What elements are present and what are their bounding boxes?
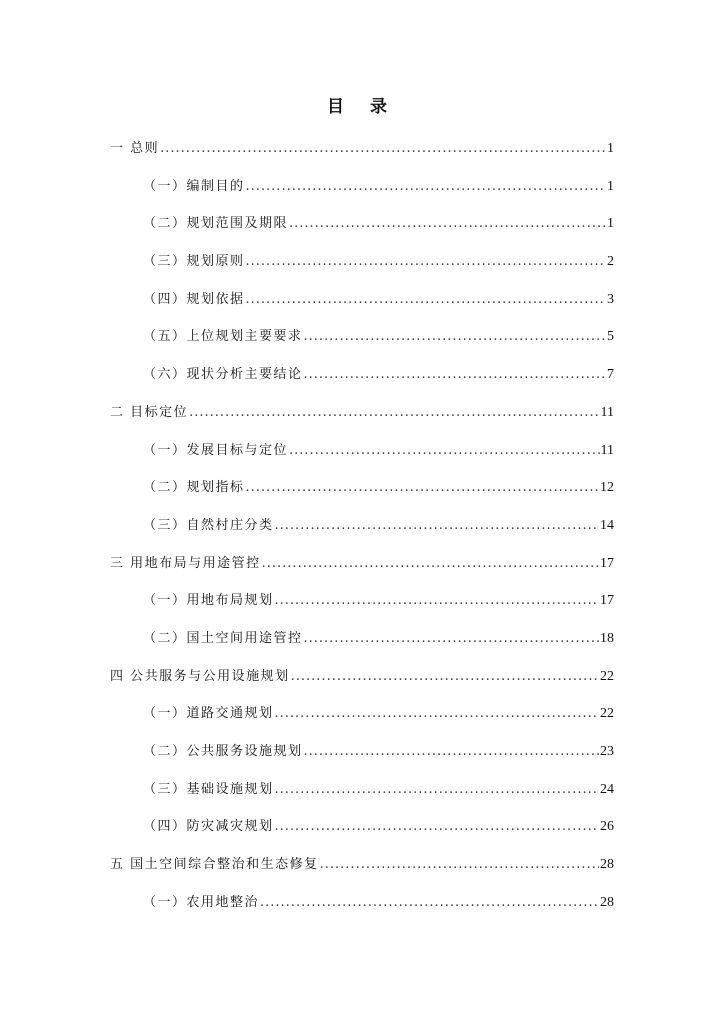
toc-dot-leader: [246, 243, 606, 281]
toc-page-number: 22: [600, 668, 614, 684]
toc-subsection-entry[interactable]: [110, 507, 614, 545]
toc-entry-label: 一 总则: [110, 141, 160, 156]
toc-entry-label: 五 国土空间综合整治和生态修复: [110, 857, 319, 873]
toc-dot-leader: [289, 205, 606, 243]
toc-subsection-entry[interactable]: [110, 582, 614, 620]
toc-entry-label: （二）公共服务设施规划: [143, 744, 303, 759]
toc-subsection-entry[interactable]: [110, 168, 614, 206]
toc-subsection-entry[interactable]: [110, 205, 614, 243]
toc-subsection-entry[interactable]: [110, 884, 614, 922]
toc-entry-label: （二）规划范围及期限: [143, 216, 289, 232]
toc-dot-leader: [260, 884, 599, 922]
toc-section-entry[interactable]: [110, 658, 614, 696]
toc-entry-label: （三）基础设施规划: [143, 781, 274, 797]
toc-title: 目 录: [327, 97, 397, 117]
toc-page-number: 5: [607, 329, 614, 345]
toc-dot-leader: [304, 356, 606, 394]
toc-page-number: 28: [600, 894, 614, 910]
toc-page-number: 2: [607, 254, 614, 270]
toc-subsection-entry[interactable]: [110, 620, 614, 658]
toc-dot-leader: [160, 130, 606, 168]
toc-page-number: 23: [600, 744, 614, 759]
toc-entry-label: （一）发展目标与定位: [143, 442, 289, 458]
toc-entry-label: （一）编制目的: [143, 178, 245, 194]
toc-page-number: 17: [600, 593, 614, 609]
toc-entry-label: 二 目标定位: [110, 404, 189, 420]
toc-section-entry[interactable]: [110, 846, 614, 884]
toc-entry-label: （五）上位规划主要要求: [143, 329, 303, 345]
toc-page-number: 11: [600, 404, 614, 420]
toc-entry-label: （一）用地布局规划: [143, 593, 274, 609]
toc-subsection-entry[interactable]: [110, 771, 614, 809]
toc-page-number: 7: [607, 367, 614, 383]
toc-subsection-entry[interactable]: [110, 281, 614, 319]
toc-entry-label: （六）现状分析主要结论: [143, 367, 303, 383]
toc-entry-label: （二）规划指标: [143, 480, 245, 496]
toc-dot-leader: [275, 771, 599, 809]
toc-entry-label: （四）防灾减灾规划: [143, 819, 274, 835]
toc-section-entry[interactable]: [110, 394, 614, 432]
toc-page-number: 1: [607, 216, 614, 232]
toc-dot-leader: [189, 394, 599, 432]
toc-dot-leader: [246, 281, 606, 319]
toc-dot-leader: [304, 733, 599, 771]
toc-subsection-entry[interactable]: [110, 469, 614, 507]
toc-dot-leader: [304, 620, 599, 658]
toc-subsection-entry[interactable]: [110, 356, 614, 394]
toc-dot-leader: [275, 808, 599, 846]
toc-entry-label: （一）道路交通规划: [143, 706, 274, 722]
toc-page-number: 1: [607, 178, 614, 194]
toc-page-number: 3: [607, 291, 614, 307]
toc-entry-label: 四 公共服务与公用设施规划: [110, 668, 290, 684]
toc-page-number: 14: [600, 517, 614, 533]
toc-dot-leader: [320, 846, 599, 884]
toc-dot-leader: [275, 507, 599, 545]
toc-dot-leader: [246, 168, 606, 206]
toc-subsection-entry[interactable]: [110, 432, 614, 470]
toc-subsection-entry[interactable]: [110, 808, 614, 846]
toc-dot-leader: [304, 318, 606, 356]
toc-page-number: 11: [600, 442, 614, 458]
toc-page-number: 17: [600, 555, 614, 571]
toc-page-number: 24: [600, 781, 614, 797]
toc-entry-label: （三）自然村庄分类: [143, 517, 274, 533]
toc-page-number: 22: [600, 706, 614, 722]
toc-dot-leader: [291, 658, 599, 696]
toc-entry-label: （三）规划原则: [143, 254, 245, 270]
toc-entry-label: （四）规划依据: [143, 291, 245, 307]
toc-dot-leader: [246, 469, 599, 507]
toc-page-number: 26: [600, 819, 614, 835]
toc-subsection-entry[interactable]: [110, 318, 614, 356]
toc-entry-label: 三 用地布局与用途管控: [110, 555, 261, 571]
toc-entry-label: （一）农用地整治: [143, 894, 260, 910]
toc-section-entry[interactable]: [110, 545, 614, 583]
toc-dot-leader: [275, 695, 599, 733]
toc-section-entry[interactable]: [110, 130, 614, 168]
toc-list: [110, 130, 614, 921]
toc-subsection-entry[interactable]: [110, 243, 614, 281]
toc-page-number: 28: [600, 857, 614, 873]
toc-page-number: 18: [600, 630, 614, 646]
toc-dot-leader: [262, 545, 599, 583]
toc-page-number: 12: [600, 480, 614, 496]
toc-dot-leader: [289, 432, 600, 470]
toc-subsection-entry[interactable]: [110, 733, 614, 771]
toc-subsection-entry[interactable]: [110, 695, 614, 733]
toc-page-number: 1: [607, 141, 614, 156]
toc-entry-label: （二）国土空间用途管控: [143, 630, 303, 646]
toc-dot-leader: [275, 582, 599, 620]
